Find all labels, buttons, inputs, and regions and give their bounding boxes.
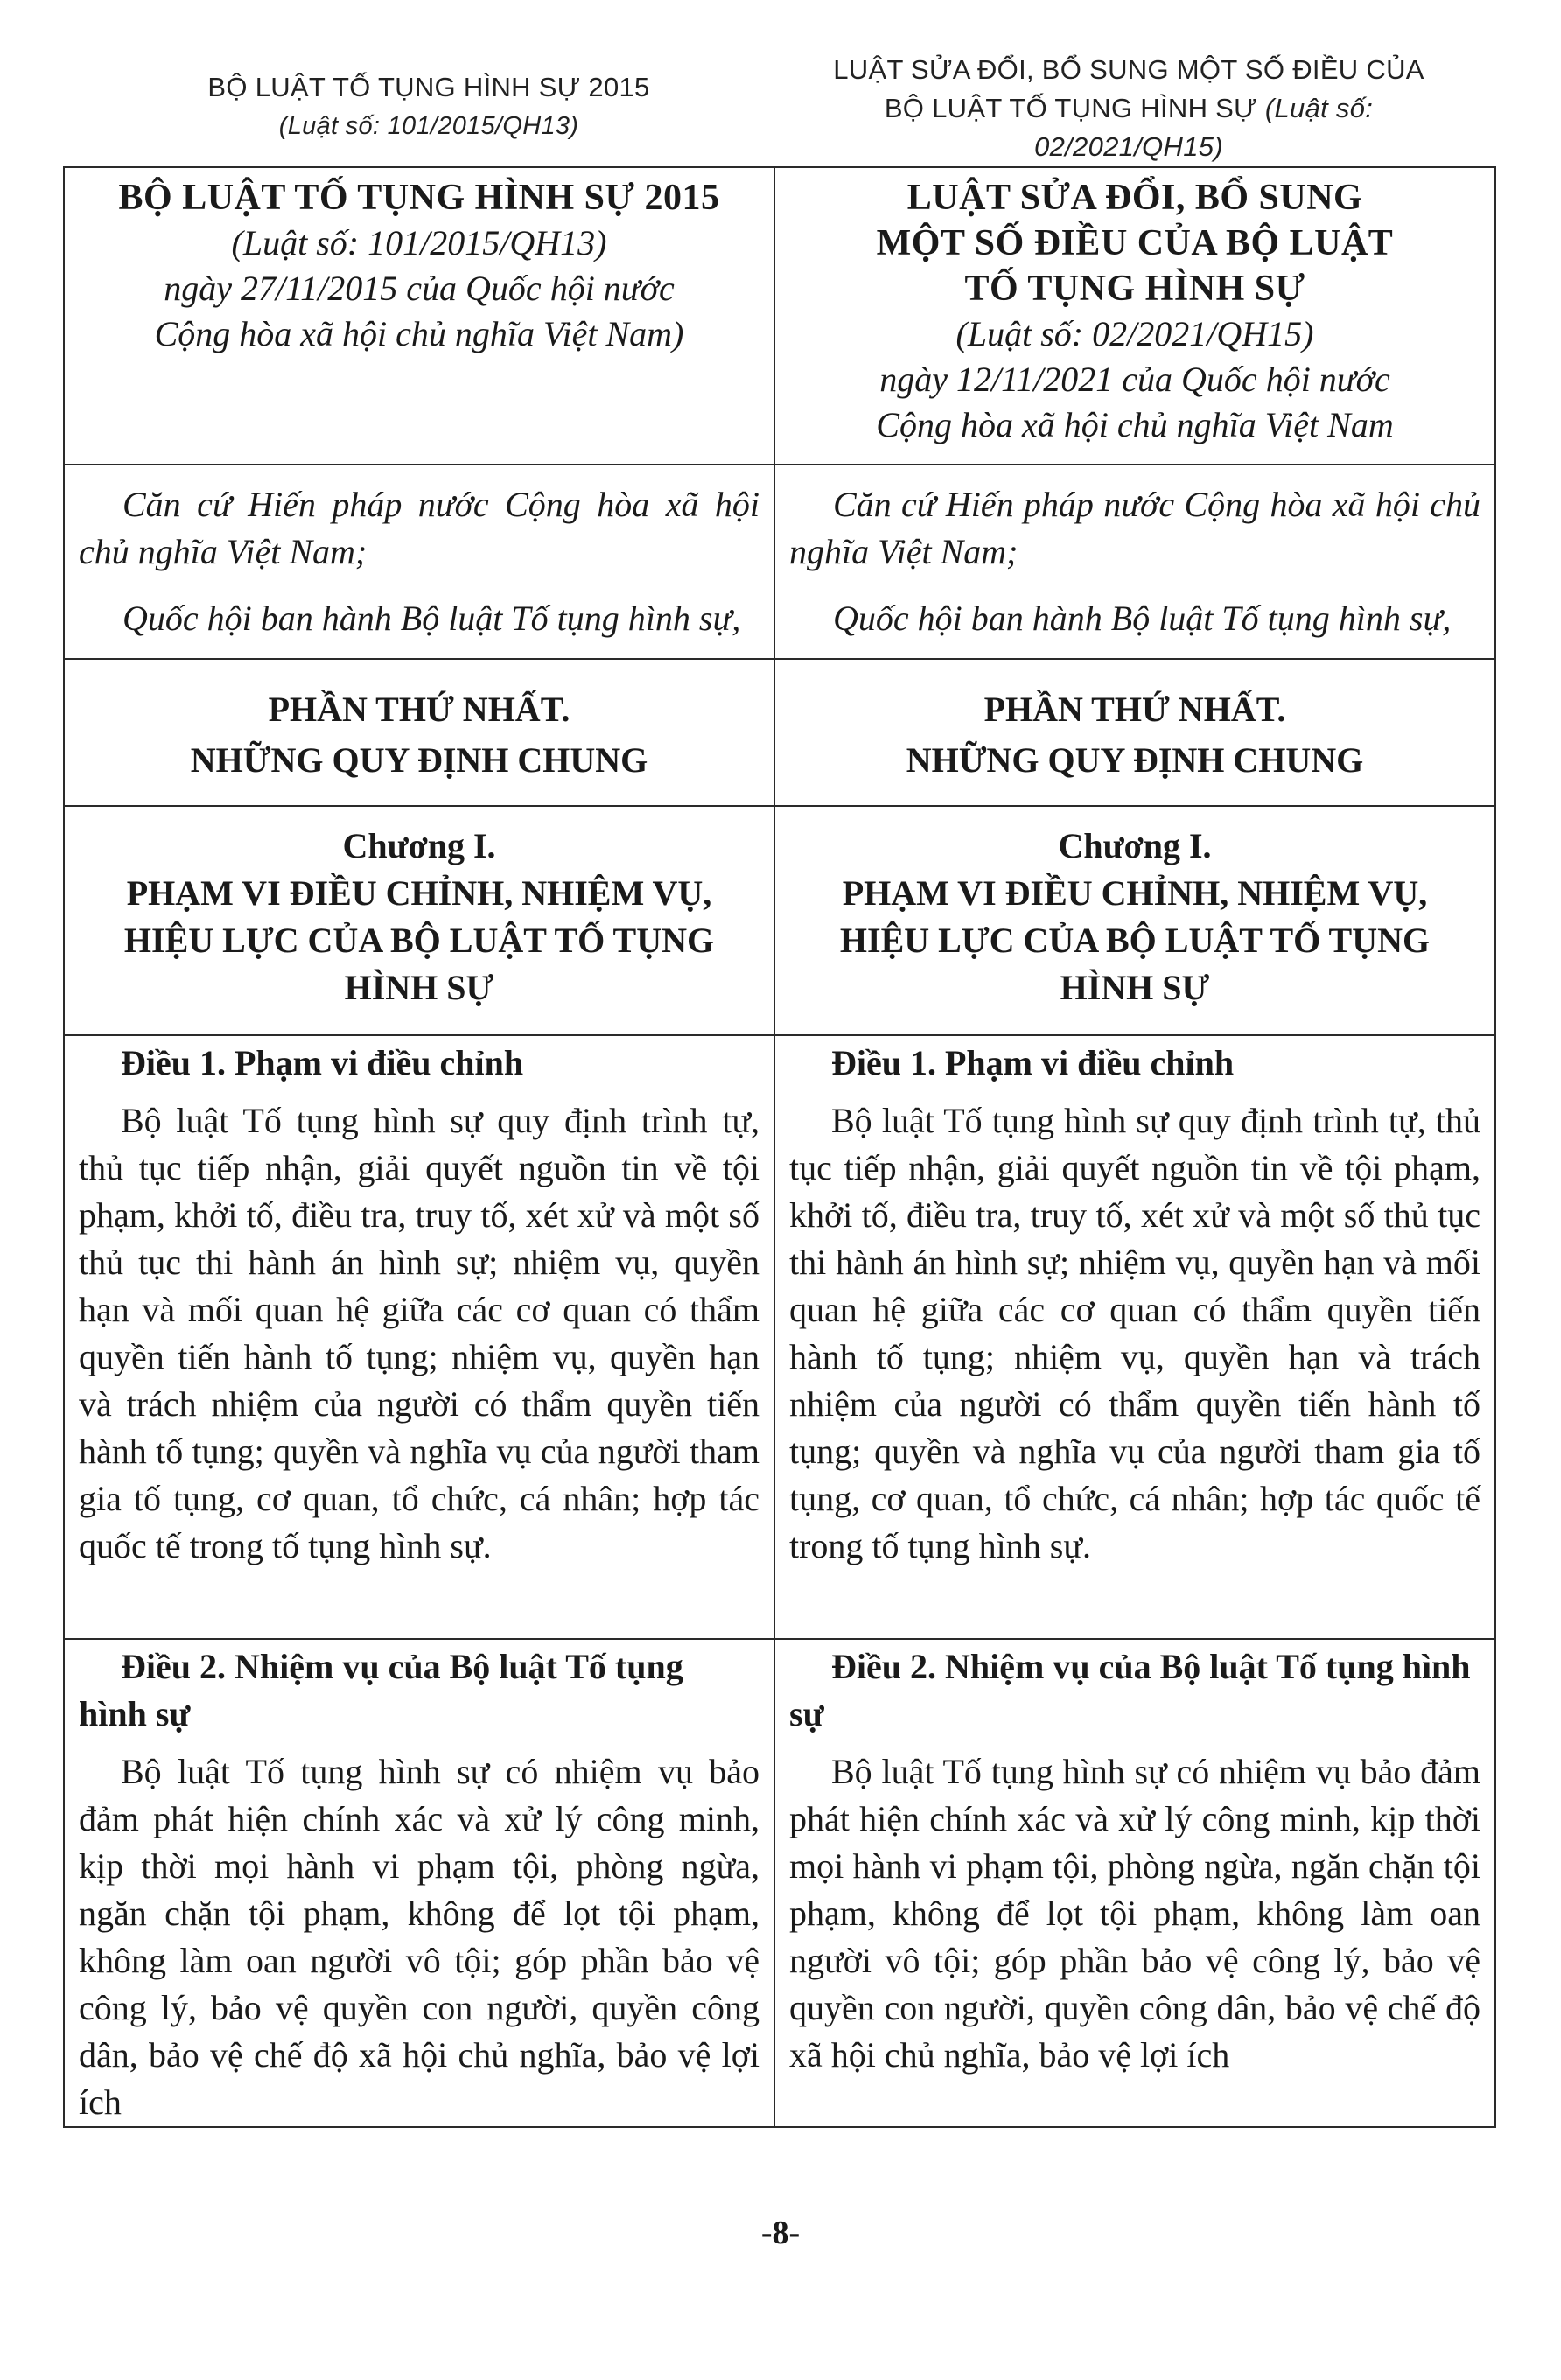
preamble-left-basis: Căn cứ Hiến pháp nước Cộng hòa xã hội chủ nghĩa Việt Nam;	[79, 485, 760, 571]
preamble-right-basis: Căn cứ Hiến pháp nước Cộng hòa xã hội chủ nghĩa Việt Nam;	[789, 485, 1480, 571]
part-left-title: NHỮNG QUY ĐỊNH CHUNG	[190, 740, 648, 780]
title-right-law-number: (Luật số: 02/2021/QH15)	[956, 314, 1314, 354]
chapter-right-number: Chương I.	[1058, 826, 1212, 865]
table-row-part	[64, 659, 1495, 806]
comparison-table	[63, 166, 1496, 2128]
article-2-left-title: Điều 2. Nhiệm vụ của Bộ luật Tố tụng hình sự	[79, 1647, 683, 1733]
part-cell-right	[774, 659, 1495, 806]
article-1-right-title: Điều 1. Phạm vi điều chỉnh	[831, 1043, 1235, 1082]
running-header-left-law-number: (Luật số: 101/2015/QH13)	[278, 112, 579, 140]
preamble-cell-left	[64, 465, 774, 659]
article-1-cell-left	[64, 1035, 774, 1639]
table-row-preamble	[64, 465, 1495, 659]
chapter-left-line3: HÌNH SỰ	[344, 968, 494, 1007]
article-2-cell-right	[774, 1639, 1495, 2127]
title-cell-left	[64, 167, 774, 465]
chapter-left-line2: HIỆU LỰC CỦA BỘ LUẬT TỐ TỤNG	[123, 920, 715, 960]
title-right-heading-line1: LUẬT SỬA ĐỔI, BỔ SUNG	[906, 178, 1363, 218]
article-1-left-body: Bộ luật Tố tụng hình sự quy định trình tự, thủ tục tiếp nhận, giải quyết nguồn tin về tội phạm, khởi tố, điều tra, truy tố, xét xử và một số thủ tục thi hành án hình sự; nhiệm vụ, quyền hạn và mối quan hệ giữa các cơ quan có thẩm quyền tiến hành tố tụng; nhiệm vụ, quyền hạn và trách nhiệm của người có thẩm quyền tiến hành tố tụng; quyền và nghĩa vụ của người tham gia tố tụng, cơ quan, tổ chức, cá nhân; hợp tác quốc tế trong tố tụng hình sự.	[79, 1101, 760, 1565]
running-header-right-law-number: (Luật số: 02/2021/QH15)	[1034, 93, 1374, 162]
title-right-heading-line2: MỘT SỐ ĐIỀU CỦA BỘ LUẬT	[876, 223, 1394, 263]
part-cell-left	[64, 659, 774, 806]
part-left-number: PHẦN THỨ NHẤT.	[268, 690, 570, 729]
article-1-right-body: Bộ luật Tố tụng hình sự quy định trình tự, thủ tục tiếp nhận, giải quyết nguồn tin về tội phạm, khởi tố, điều tra, truy tố, xét xử và một số thủ tục thi hành án hình sự; nhiệm vụ, quyền hạn và mối quan hệ giữa các cơ quan có thẩm quyền tiến hành tố tụng; nhiệm vụ, quyền hạn và trách nhiệm của người có thẩm quyền tiến hành tố tụng; quyền và nghĩa vụ của người tham gia tố tụng, cơ quan, tổ chức, cá nhân; hợp tác quốc tế trong tố tụng hình sự.	[789, 1101, 1480, 1565]
preamble-left-issue: Quốc hội ban hành Bộ luật Tố tụng hình sự,	[122, 598, 741, 638]
title-left-heading: BỘ LUẬT TỐ TỤNG HÌNH SỰ 2015	[118, 178, 720, 218]
article-1-left-title: Điều 1. Phạm vi điều chỉnh	[121, 1043, 524, 1082]
running-header-right-subtitle	[788, 89, 1470, 166]
table-row-title	[64, 167, 1495, 465]
table-row-article-2	[64, 1639, 1495, 2127]
running-header-right	[788, 51, 1470, 166]
page-number: -8-	[760, 2215, 801, 2251]
part-right-number: PHẦN THỨ NHẤT.	[984, 690, 1286, 729]
chapter-left-line1: PHẠM VI ĐIỀU CHỈNH, NHIỆM VỤ,	[126, 873, 712, 913]
chapter-cell-left	[64, 806, 774, 1035]
title-left-law-number: (Luật số: 101/2015/QH13)	[231, 223, 607, 262]
article-1-cell-right	[774, 1035, 1495, 1639]
running-header-right-title: LUẬT SỬA ĐỔI, BỔ SUNG MỘT SỐ ĐIỀU CỦA	[833, 54, 1424, 85]
chapter-cell-right	[774, 806, 1495, 1035]
chapter-right-line1: PHẠM VI ĐIỀU CHỈNH, NHIỆM VỤ,	[842, 873, 1428, 913]
running-header-right-code: BỘ LUẬT TỐ TỤNG HÌNH SỰ	[884, 93, 1257, 123]
table-row-article-1	[64, 1035, 1495, 1639]
part-right-title: NHỮNG QUY ĐỊNH CHUNG	[906, 740, 1364, 780]
title-cell-right	[774, 167, 1495, 465]
chapter-right-line3: HÌNH SỰ	[1060, 968, 1210, 1007]
chapter-left-number: Chương I.	[342, 826, 496, 865]
preamble-right-issue: Quốc hội ban hành Bộ luật Tố tụng hình sự,	[833, 598, 1452, 638]
article-2-left-body: Bộ luật Tố tụng hình sự có nhiệm vụ bảo đảm phát hiện chính xác và xử lý công minh, kịp thời mọi hành vi phạm tội, phòng ngừa, ngăn chặn tội phạm, không để lọt tội phạm, không làm oan người vô tội; góp phần bảo vệ công lý, bảo vệ quyền con người, quyền công dân, bảo vệ chế độ xã hội chủ nghĩa, bảo vệ lợi ích	[79, 1752, 760, 2122]
article-2-right-title: Điều 2. Nhiệm vụ của Bộ luật Tố tụng hình sự	[789, 1647, 1471, 1733]
title-left-country: Cộng hòa xã hội chủ nghĩa Việt Nam)	[154, 314, 684, 354]
preamble-cell-right	[774, 465, 1495, 659]
title-right-heading-line3: TỐ TỤNG HÌNH SỰ	[964, 269, 1306, 309]
table-row-chapter	[64, 806, 1495, 1035]
article-2-right-body: Bộ luật Tố tụng hình sự có nhiệm vụ bảo đảm phát hiện chính xác và xử lý công minh, kịp thời mọi hành vi phạm tội, phòng ngừa, ngăn chặn tội phạm, không để lọt tội phạm, không làm oan người vô tội; góp phần bảo vệ công lý, bảo vệ quyền con người, quyền công dân, bảo vệ chế độ xã hội chủ nghĩa, bảo vệ lợi ích	[789, 1752, 1480, 2075]
title-right-country: Cộng hòa xã hội chủ nghĩa Việt Nam	[876, 405, 1394, 444]
title-right-date: ngày 12/11/2021 của Quốc hội nước	[879, 360, 1390, 399]
running-header-left	[96, 68, 761, 145]
article-2-cell-left	[64, 1639, 774, 2127]
title-left-date: ngày 27/11/2015 của Quốc hội nước	[164, 269, 675, 308]
running-header-left-title: BỘ LUẬT TỐ TỤNG HÌNH SỰ 2015	[207, 72, 650, 102]
chapter-right-line2: HIỆU LỰC CỦA BỘ LUẬT TỐ TỤNG	[839, 920, 1431, 960]
